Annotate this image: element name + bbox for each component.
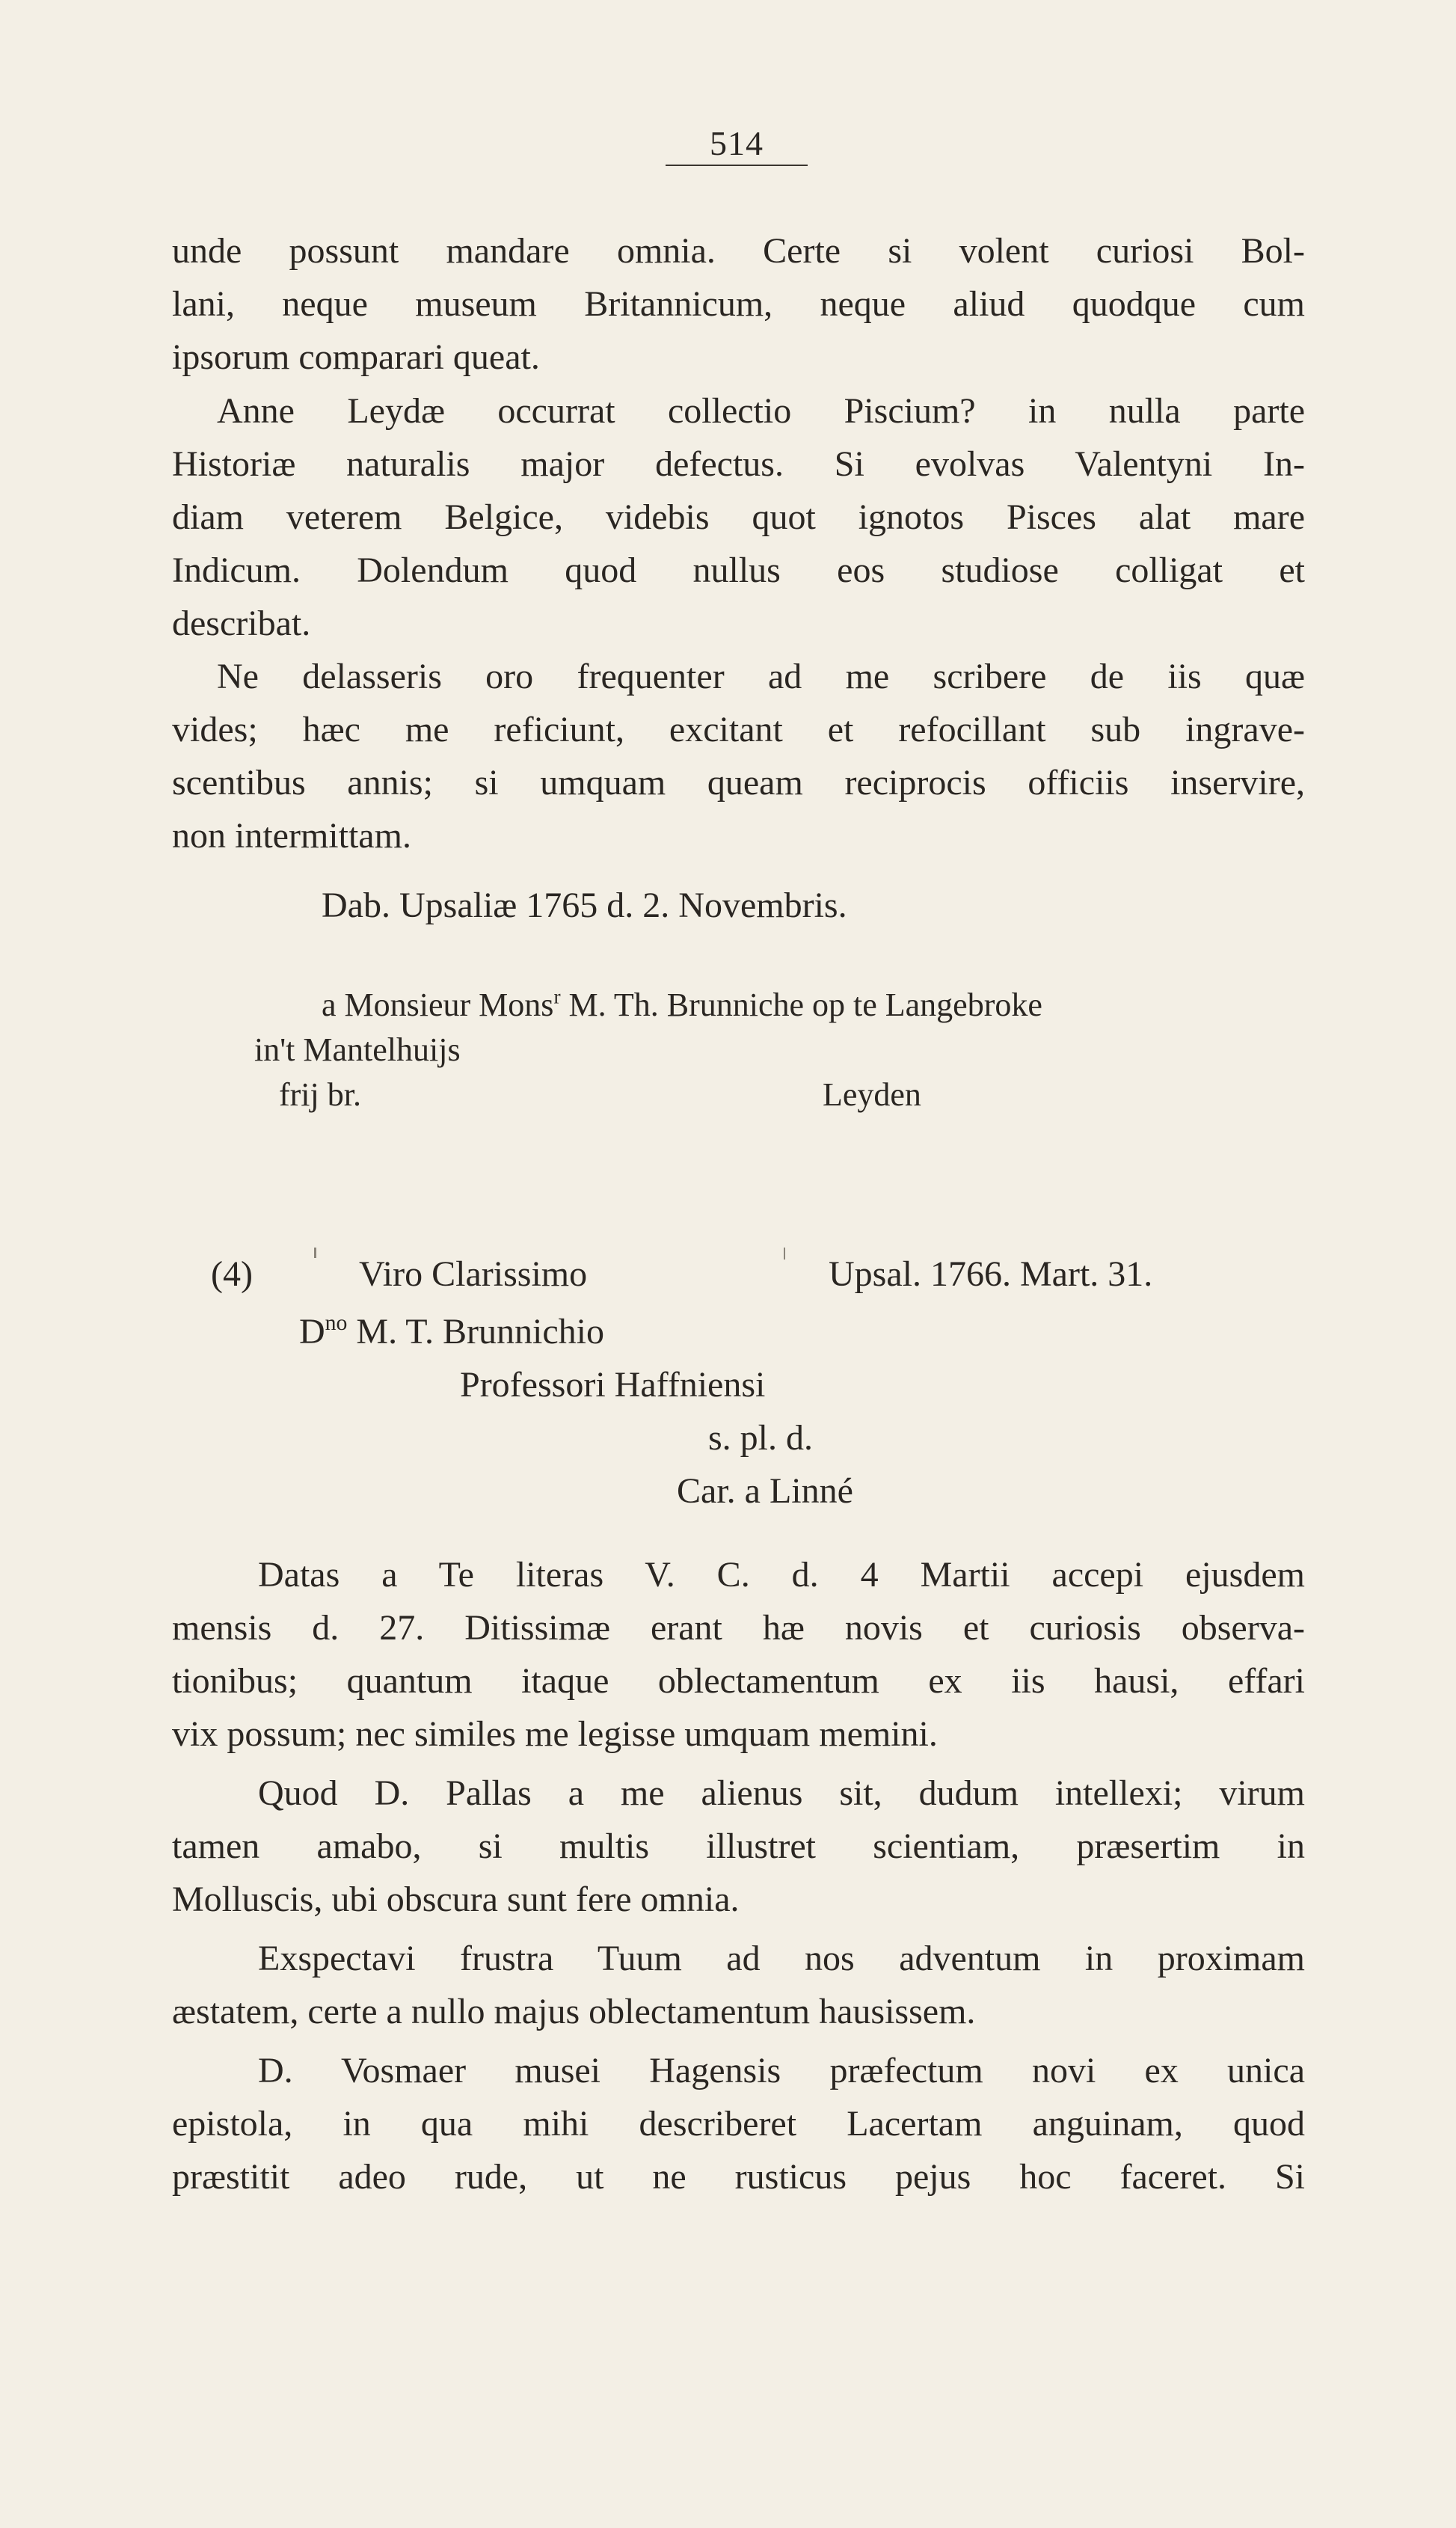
paragraph-7-line-1: D. Vosmaer musei Hagensis præfectum novi ex unica: [258, 2051, 1305, 2090]
paragraph-1-line-2: lani, neque museum Britannicum, neque aliud quodque cum: [172, 284, 1305, 324]
paragraph-4-line-3: tionibus; quantum itaque oblectamentum ex iis hausi, effari: [172, 1661, 1305, 1701]
printer-mark: [784, 1248, 785, 1260]
paragraph-3-line-4: non intermittam.: [172, 816, 411, 856]
paragraph-7-line-3: præstitit adeo rude, ut ne rusticus pejus hoc faceret. Si: [172, 2157, 1305, 2197]
address-line-2: in't Mantelhuijs: [254, 1031, 461, 1068]
paragraph-2-line-3: diam veterem Belgice, videbis quot ignotos Pisces alat mare: [172, 497, 1305, 537]
paragraph-2-line-1: Anne Leydæ occurrat collectio Piscium? in nulla parte: [217, 391, 1305, 431]
paragraph-4-line-2: mensis d. 27. Ditissimæ erant hæ novis et curiosis observa-: [172, 1608, 1305, 1648]
paragraph-5-line-2: tamen amabo, si multis illustret scientiam, præsertim in: [172, 1826, 1305, 1866]
address-line-3-right: Leyden: [823, 1076, 921, 1113]
paragraph-4-line-1: Datas a Te literas V. C. d. 4 Martii accepi ejusdem: [258, 1555, 1305, 1595]
letter-recipient-title: Professori Haffniensi: [460, 1365, 766, 1405]
letter-recipient: $D^{no}$ M. T. Brunnichio: [299, 1310, 604, 1352]
letter-greeting: s. pl. d.: [708, 1418, 814, 1458]
address-line-1: a Monsieur Mons$^r$ M. Th. Brunniche op te Langebroke: [322, 985, 1042, 1023]
paragraph-7-line-2: epistola, in qua mihi describeret Lacertam anguinam, quod: [172, 2104, 1305, 2144]
printer-mark: [314, 1248, 316, 1258]
paragraph-5-line-3: Molluscis, ubi obscura sunt fere omnia.: [172, 1880, 740, 1919]
letter-salutation: Viro Clarissimo: [359, 1254, 588, 1294]
dateline: Dab. Upsaliæ 1765 d. 2. Novembris.: [322, 886, 847, 925]
paragraph-6-line-1: Exspectavi frustra Tuum ad nos adventum in proximam: [258, 1939, 1305, 1978]
paragraph-2-line-5: describat.: [172, 604, 311, 643]
paragraph-6-line-2: æstatem, certe a nullo majus oblectamentum hausissem.: [172, 1992, 976, 2031]
page-number: 514: [666, 123, 808, 166]
paragraph-4-line-4: vix possum; nec similes me legisse umquam memini.: [172, 1714, 938, 1754]
letter-place-date: Upsal. 1766. Mart. 31.: [829, 1254, 1153, 1294]
paragraph-2-line-2: Historiæ naturalis major defectus. Si evolvas Valentyni In-: [172, 444, 1305, 484]
paragraph-3-line-3: scentibus annis; si umquam queam reciprocis officiis inservire,: [172, 763, 1305, 803]
letter-number: (4): [211, 1254, 253, 1294]
paragraph-3-line-1: Ne delasseris oro frequenter ad me scribere de iis quæ: [217, 657, 1305, 696]
paragraph-1-line-1: unde possunt mandare omnia. Certe si volent curiosi Bol-: [172, 231, 1305, 271]
letter-sender: Car. a Linné: [677, 1471, 853, 1511]
paragraph-2-line-4: Indicum. Dolendum quod nullus eos studiose colligat et: [172, 550, 1305, 590]
paragraph-5-line-1: Quod D. Pallas a me alienus sit, dudum intellexi; virum: [258, 1773, 1305, 1813]
paragraph-1-line-3: ipsorum comparari queat.: [172, 337, 540, 377]
address-line-3-left: frij br.: [279, 1076, 361, 1113]
paragraph-3-line-2: vides; hæc me reficiunt, excitant et refocillant sub ingrave-: [172, 710, 1305, 749]
